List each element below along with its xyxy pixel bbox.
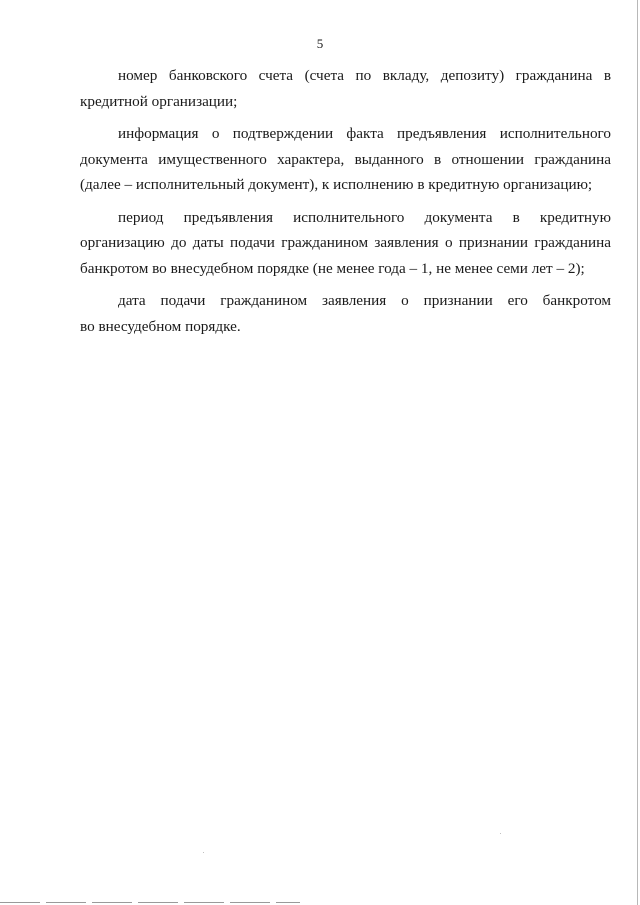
text-line: банкротом во внесудебном порядке (не менее года – 1, не менее семи лет – 2);: [80, 259, 585, 277]
text-line: кредитной организации;: [80, 92, 238, 110]
scan-speck: [203, 852, 204, 853]
text-line: (далее – исполнительный документ), к исполнению в кредитную организацию;: [80, 176, 593, 193]
paragraph-presentation-period: [80, 205, 611, 282]
page-number: 5: [316, 36, 324, 51]
page-bottom-scan-line: [0, 902, 300, 903]
scan-speck: [500, 833, 501, 834]
paragraph-enforcement-document: [80, 121, 611, 198]
text-line: информация о подтверждении факта предъявления исполнительного: [118, 125, 611, 142]
text-line: номер банковского счета (счета по вкладу, депозиту) гражданина в: [118, 67, 611, 84]
paragraph-application-date: [80, 288, 611, 339]
paragraph-bank-account: [80, 63, 611, 114]
document-text: [80, 63, 611, 346]
text-line: период предъявления исполнительного документа в кредитную: [118, 208, 611, 226]
text-line: во внесудебном порядке.: [80, 317, 241, 335]
text-line: организацию до даты подачи гражданином заявления о признании гражданина: [80, 234, 611, 251]
text-line: документа имущественного характера, выданного в отношении гражданина: [80, 150, 611, 168]
page-edge-shadow: [637, 0, 638, 905]
text-line: дата подачи гражданином заявления о признании его банкротом: [118, 292, 611, 309]
